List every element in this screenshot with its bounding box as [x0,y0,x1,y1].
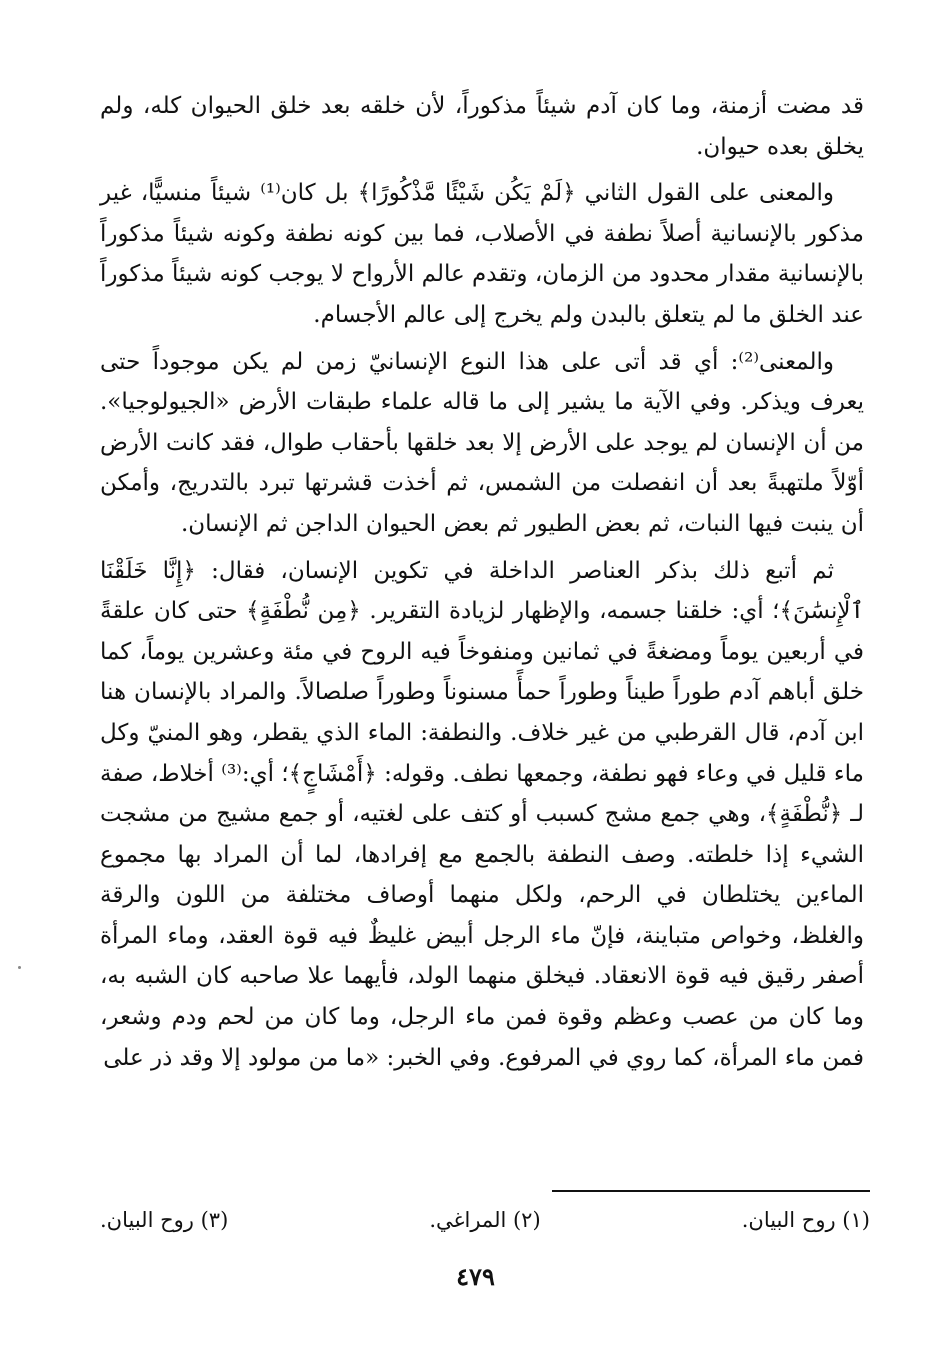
footnotes [100,1208,870,1232]
main-text [100,86,864,1078]
paragraph-1: قد مضت أزمنة، وما كان آدم شيئاً مذكوراً، لأن خلقه بعد خلق الحيوان كله، ولم يخلق بعده حيوان. [100,93,864,160]
footnote-3: (٣) روح البيان. [100,1208,229,1232]
footnote-2: (٢) المراغي. [429,1208,541,1232]
paragraph-4: ثم أتبع ذلك بذكر العناصر الداخلة في تكوين الإنسان، فقال: ﴿إِنَّا خَلَقْنَا ٱلْإِنسَٰنَ﴾؛ أي: خلقنا جسمه، والإظهار لزيادة التقرير. ﴿مِن نُّطْفَةٍ﴾ حتى كان علقةً في أربعين يوماً ومضغةً في ثمانين ومنفوخاً فيه الروح في مئة وعشرين يوماً، كما خلق أباهم آدم طوراً طيناً وطوراً حمأً مسنوناً وطوراً صلصالاً. والمراد بالإنسان هنا ابن آدم، قال القرطبي من غير خلاف. والنطفة: الماء الذي يقطر، وهو المنيّ وكل ماء قليل في وعاء فهو نطفة، وجمعها نطف. وقوله: ﴿أَمْشَاجٍ﴾؛ أي:⁽³⁾ أخلاط، صفة لـ ﴿نُّطْفَةٍ﴾، وهي جمع مشج كسبب أو كتف على لغتيه، أو جمع مشيج من مشجت الشيء إذا خلطته. وصف النطفة بالجمع مع إفرادها، لما أن المراد بها مجموع الماءين يختلطان في الرحم، ولكل منهما أوصاف مختلفة من اللون والرقة والغلظ، وخواص متباينة، فإنّ ماء الرجل أبيض غليظٌ فيه قوة العقد، وماء المرأة أصفر رقيق فيه قوة الانعقاد. فيخلق منهما الولد، فأيهما علا صاحبه كان الشبه به، وما كان من عصب وعظم وقوة فمن ماء الرجل، وما كان من لحم ودم وشعر، فمن ماء المرأة، كما روي في المرفوع. وفي الخبر: «ما من مولود إلا وقد ذر على [100,557,864,1071]
scan-speck [18,966,21,969]
footnote-divider [552,1190,870,1192]
footnote-1: (١) روح البيان. [741,1208,870,1232]
paragraph-3: والمعنى⁽²⁾: أي قد أتى على هذا النوع الإنسانيّ زمن لم يكن موجوداً حتى يعرف ويذكر. وفي الآية ما يشير إلى ما قاله علماء طبقات الأرض «الجيولوجيا». من أن الإنسان لم يوجد على الأرض إلا بعد خلقها بأحقاب طوال، فقد كانت الأرض أوّلاً ملتهبةً بعد أن انفصلت من الشمس، ثم أخذت قشرتها تبرد بالتدريج، وأمكن أن ينبت فيها النبات، ثم بعض الطيور ثم بعض الحيوان الداجن ثم الإنسان. [100,348,864,537]
paragraph-2: والمعنى على القول الثاني ﴿لَمْ يَكُن شَيْئًا مَّذْكُورًا﴾ بل كان⁽¹⁾ شيئاً منسيًّا، غير مذكور بالإنسانية أصلاً نطفة في الأصلاب، فما بين كونه نطفة وكونه شيئاً مذكوراً بالإنسانية مقدار محدود من الزمان، وتقدم عالم الأرواح لا يوجب كونه شيئاً مذكوراً عند الخلق ما لم يتعلق بالبدن ولم يخرج إلى عالم الأجسام. [100,180,864,328]
page-number: ٤٧٩ [456,1262,495,1291]
